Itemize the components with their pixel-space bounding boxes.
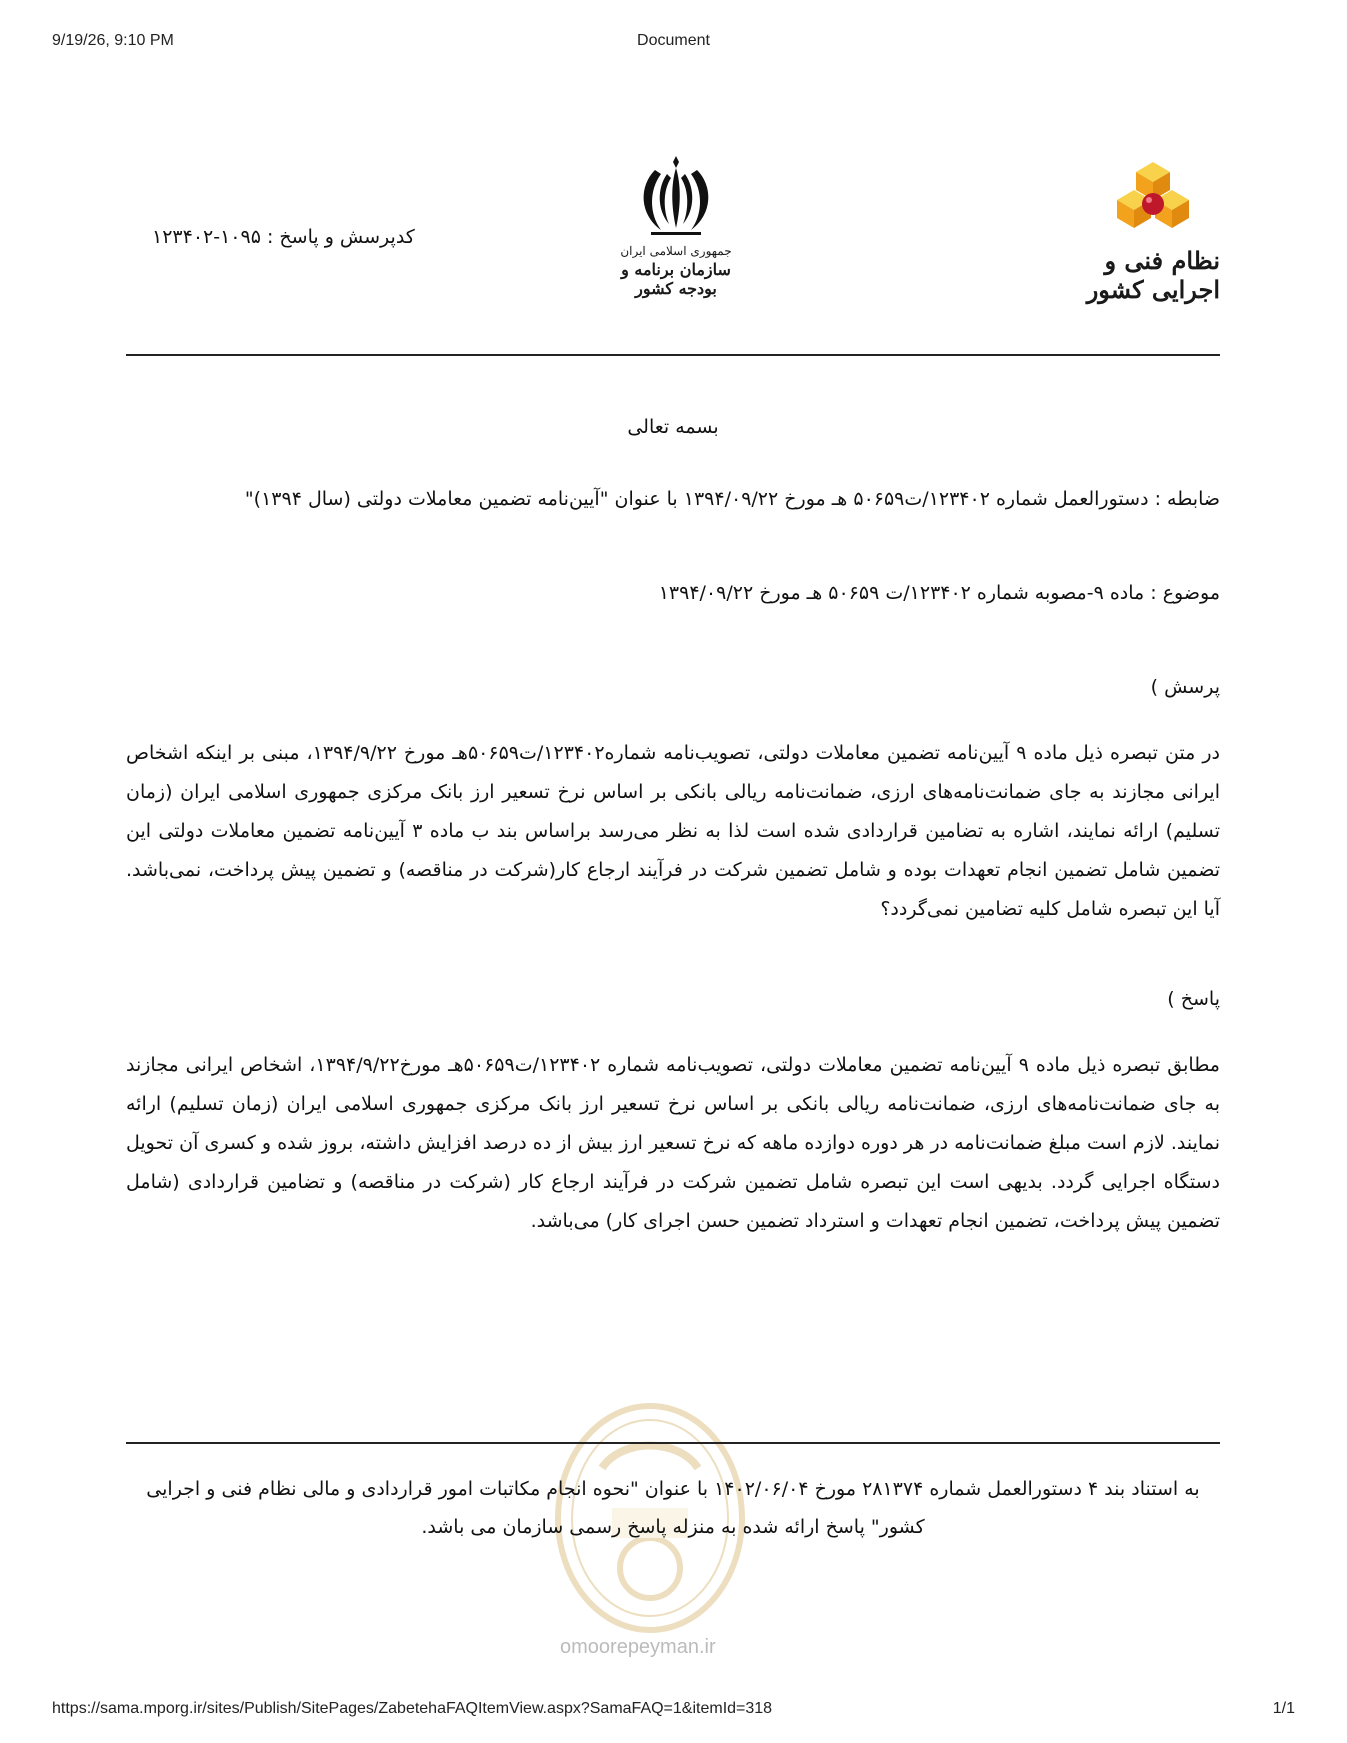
official-answer-note: به استناد بند ۴ دستورالعمل شماره ۲۸۱۳۷۴ مورخ ۱۴۰۲/۰۶/۰۴ با عنوان "نحوه انجام مکاتبات امور قراردادی و مالی نظام فنی و اجرایی کشور" پاسخ ارائه شده به منزله پاسخ رسمی سازمان می باشد. [146,1478,1200,1538]
answer-text: مطابق تبصره ذیل ماده ۹ آیین‌نامه تضمین معاملات دولتی، تصویب‌نامه شماره ۱۲۳۴۰۲/ت۵۰۶۵۹هـ مورخ۱۳۹۴/۹/۲۲، اشخاص ایرانی مجازند به جای ضمانت‌نامه‌های ارزی، ضمانت‌نامه ریالی بانکی بر اساس نرخ تسعیر ارز بانک مرکزی جمهوری اسلامی ایران (زمان تسلیم) ارائه نمایند. لازم است مبلغ ضمانت‌نامه در هر دوره دوازده ماهه که نرخ تسعیر ارز بیش از ده درصد افزایش داشته، بروز شده و کسری آن تحویل دستگاه اجرایی گردد. بدیهی است این تبصره شامل تضمین شرکت در فرآیند ارجاع کار (شرکت در مناقصه) و تضامین قراردادی (شامل تضمین پیش پرداخت، تضمین انجام تعهدات و استرداد تضمین حسن اجرای کار) می‌باشد. [126,1054,1220,1232]
print-footer [52,1700,1295,1724]
iran-emblem-block [606,150,746,310]
technical-system-logo [1070,160,1220,304]
print-datetime: 9/19/26, 9:10 PM [52,32,174,49]
header-divider [126,354,1220,356]
cubes-logo-icon [1098,160,1208,240]
iran-emblem-icon [631,150,721,240]
print-header [52,32,1295,56]
footer-divider [126,1442,1220,1444]
print-document-title: Document [637,32,710,49]
bismillah: بسمه تعالی [627,416,719,438]
watermark-site: omoorepeyman.ir [560,1636,716,1658]
letterhead [126,150,1220,310]
subject-line: موضوع : ماده ۹-مصوبه شماره ۱۲۳۴۰۲/ت ۵۰۶۵۹ هـ مورخ ۱۳۹۴/۰۹/۲۲ [658,582,1220,604]
question-text: در متن تبصره ذیل ماده ۹ آیین‌نامه تضمین معاملات دولتی، تصویب‌نامه شماره۱۲۳۴۰۲/ت۵۰۶۵۹هـ مورخ ۱۳۹۴/۹/۲۲، مبنی بر اینکه اشخاص ایرانی مجازند به جای ضمانت‌نامه‌های ارزی، ضمانت‌نامه ریالی بانکی بر اساس نرخ تسعیر ارز بانک مرکزی جمهوری اسلامی ایران (زمان تسلیم) ارائه نمایند، اشاره به تضامین قراردادی شده است لذا به نظر می‌رسد براساس بند ب ماده ۳ آیین‌نامه تضمین معاملات دولتی این تضمین شامل تضمین انجام تعهدات بوده و شامل تضمین شرکت در فرآیند ارجاع کار(شرکت در مناقصه) و تضمین پیش پرداخت، نمی‌باشد. آیا این تبصره شامل کلیه تضامین نمی‌گردد؟ [126,742,1220,920]
emblem-line-republic: جمهوری اسلامی ایران [620,244,732,258]
regulation-line: ضابطه : دستورالعمل شماره ۱۲۳۴۰۲/ت۵۰۶۵۹ هـ مورخ ۱۳۹۴/۰۹/۲۲ با عنوان "آیین‌نامه تضمین معاملات دولتی (سال ۱۳۹۴)" [244,488,1220,510]
page-number: 1/1 [1272,1700,1295,1717]
qa-code: کدپرسش و پاسخ : ۱۰۹۵-۱۲۳۴۰۲ [152,226,415,248]
answer-heading: پاسخ ) [1167,988,1220,1010]
emblem-line-organization: سازمان برنامه و بودجه کشور [621,260,731,298]
print-url: https://sama.mporg.ir/sites/Publish/SitePages/ZabetehaFAQItemView.aspx?SamaFAQ=1&itemId=318 [52,1700,773,1717]
question-heading: پرسش ) [1150,676,1220,698]
logo-caption: نظام فنی و اجرایی کشور [1086,246,1220,304]
